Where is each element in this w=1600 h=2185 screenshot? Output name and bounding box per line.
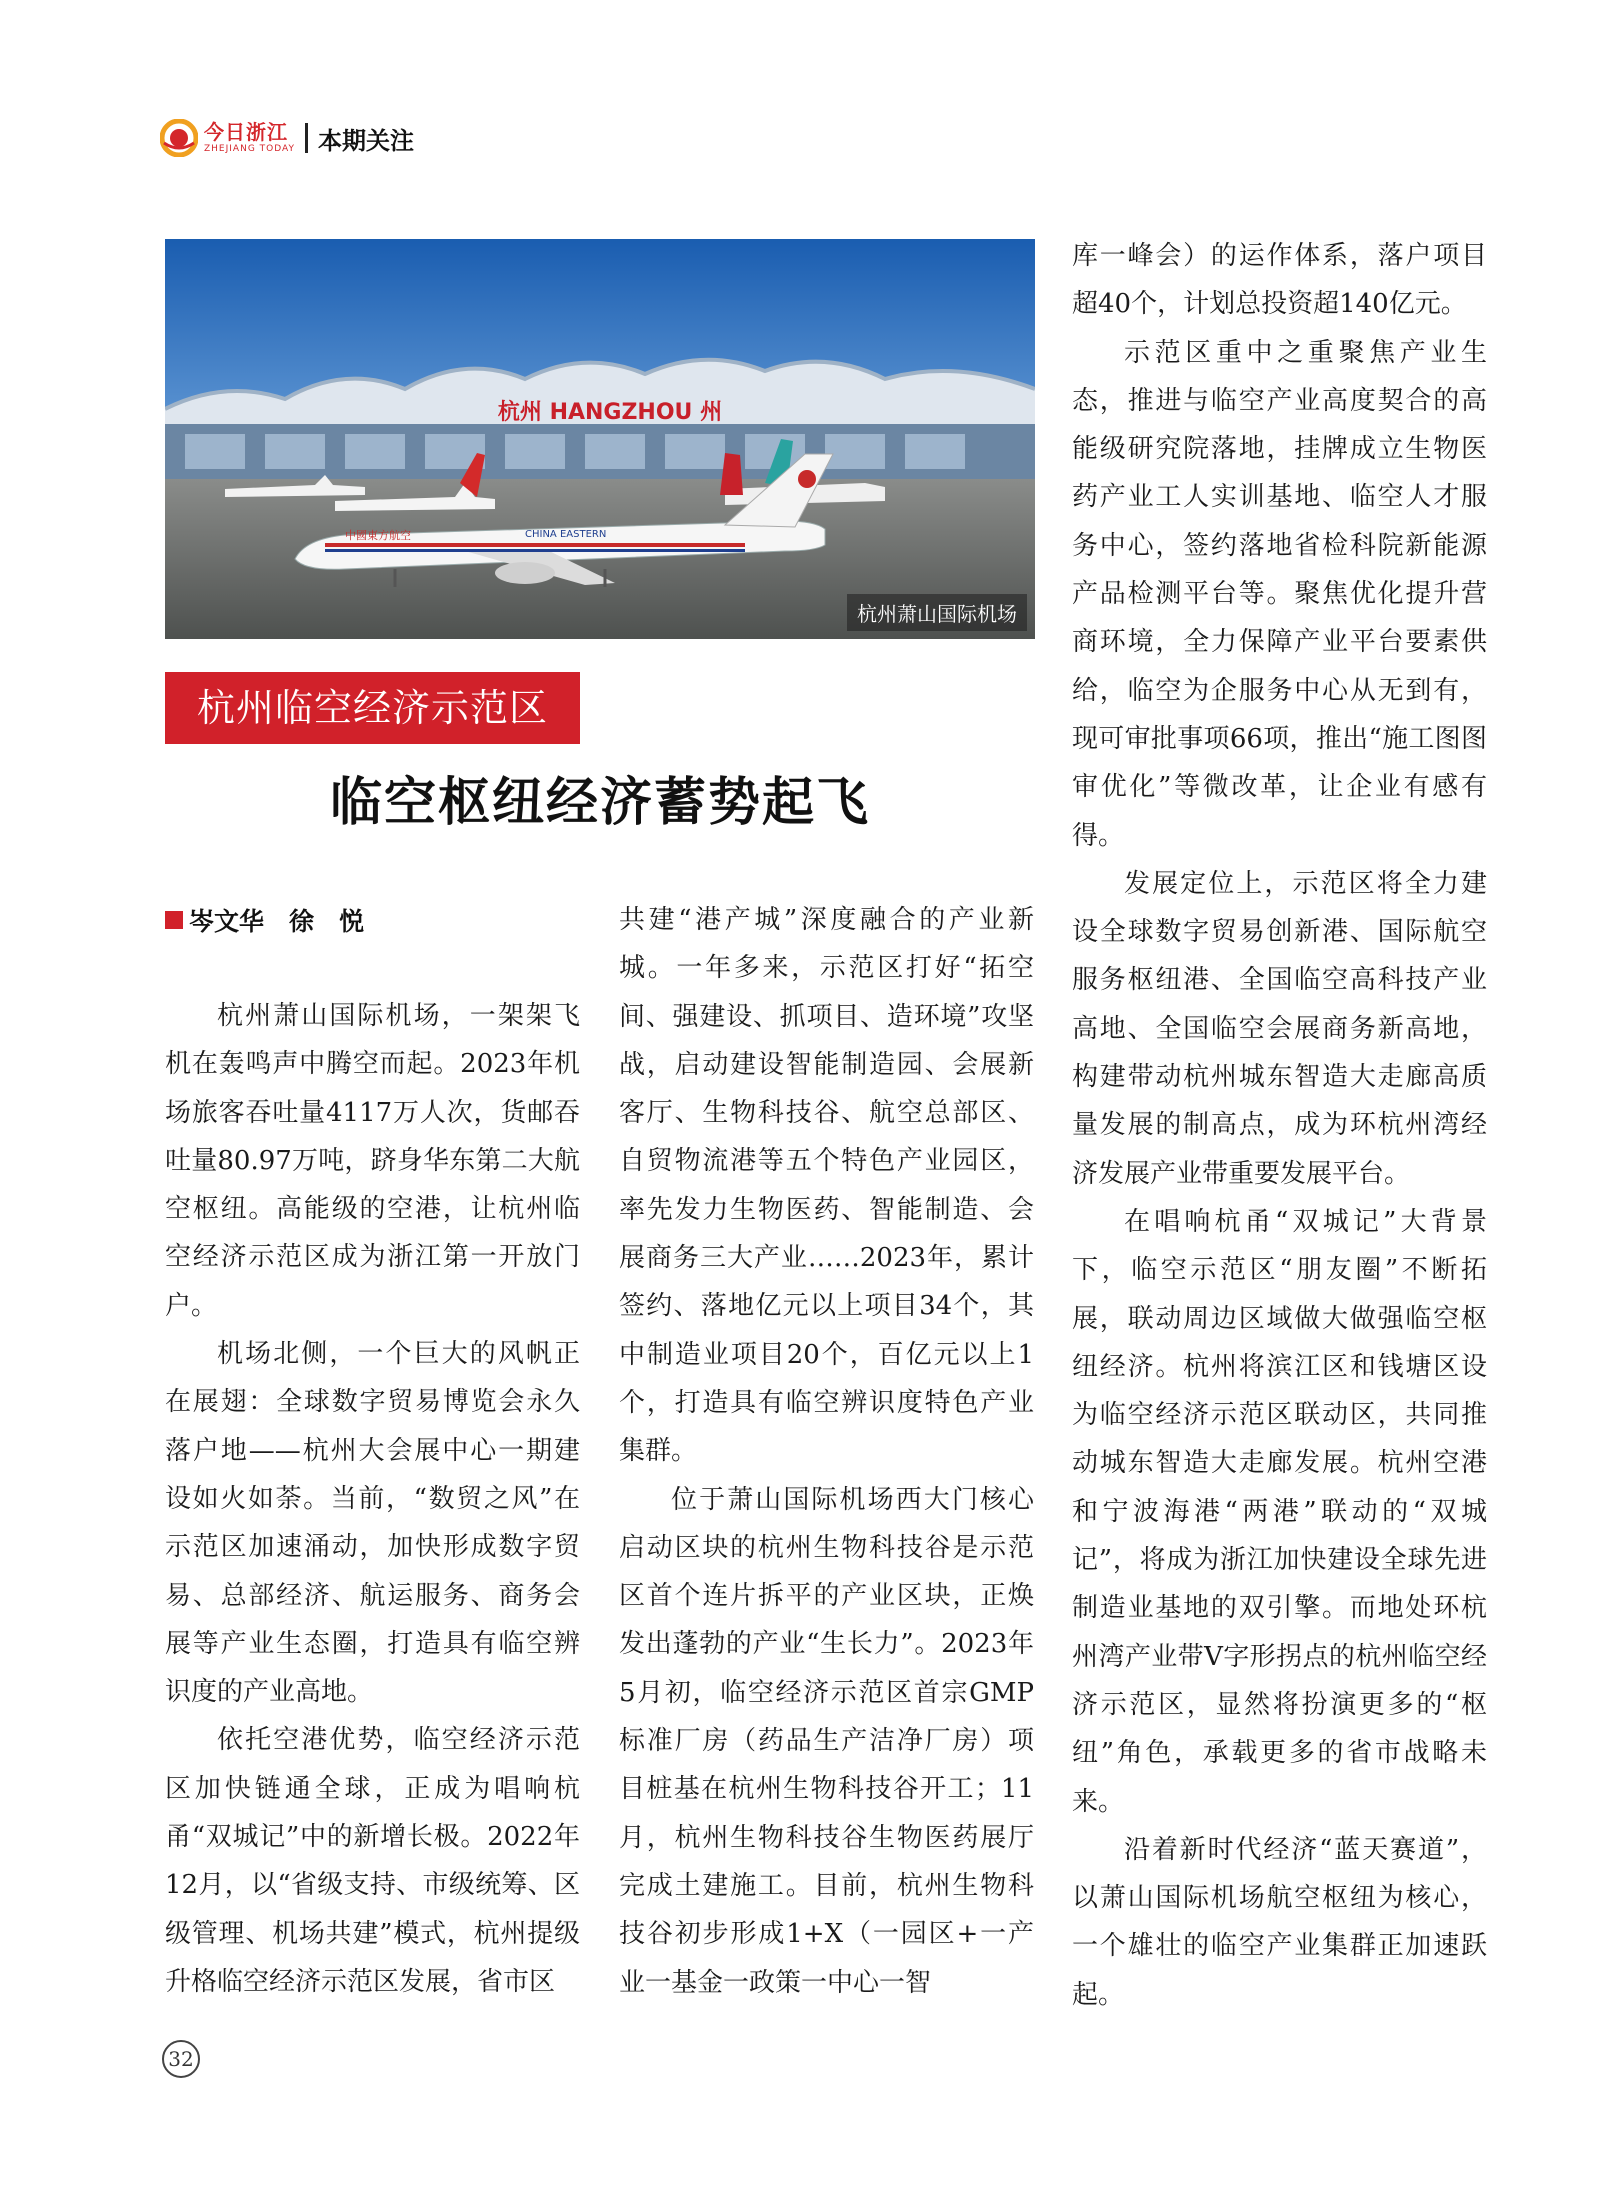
paragraph: 发展定位上，示范区将全力建设全球数字贸易创新港、国际航空服务枢纽港、全国临空高科技产业高地、全国临空会展商务新高地，构建带动杭州城东智造大走廊高质量发展的制高点，成为环杭州湾经济发展产业带重要发展平台。 (1072, 868, 1487, 1189)
magazine-logo-icon (160, 119, 198, 157)
header-divider (305, 123, 308, 153)
paragraph: 杭州萧山国际机场，一架架飞机在轰鸣声中腾空而起。2023年机场旅客吞吐量4117万人次，货邮吞吐量80.97万吨，跻身华东第二大航空枢纽。高能级的空港，让杭州临空经济示范区成为浙江第一开放门户。 (165, 1001, 580, 1321)
section-label: 本期关注 (317, 126, 414, 155)
logo-cn: 今日浙江 (204, 120, 288, 144)
paragraph: 依托空港优势，临空经济示范区加快链通全球，正成为唱响杭甬“双城记”中的新增长极。2022年12月，以“省级支持、市级统筹、区级管理、机场共建”模式，杭州提级升格临空经济示范区发展，省市区 (165, 1725, 580, 1997)
page-number: 32 (162, 2040, 200, 2078)
article-column-2 (619, 896, 1034, 2007)
paragraph: 沿着新时代经济“蓝天赛道”，以萧山国际机场航空枢纽为核心，一个雄壮的临空产业集群正加速跃起。 (1072, 1834, 1487, 2010)
paragraph: 位于萧山国际机场西大门核心启动区块的杭州生物科技谷是示范区首个连片拆平的产业区块，正焕发出蓬勃的产业“生长力”。2023年5月初，临空经济示范区首宗GMP标准厂房（药品生产洁净厂房）项目桩基在杭州生物科技谷开工；11月，杭州生物科技谷生物医药展厅完成土建施工。目前，杭州生物科技谷初步形成1+X（一园区+一产业一基金一政策一中心一智 (619, 1484, 1034, 1998)
logo-wordmark (204, 122, 295, 154)
logo-en: ZHEJIANG TODAY (204, 144, 295, 154)
terminal-sign: 杭州 HANGZHOU 州 (497, 400, 723, 425)
article-authors (165, 902, 364, 938)
airport-photo (165, 239, 1035, 639)
article-column-1 (165, 992, 580, 2006)
paragraph-continued: 共建“港产城”深度融合的产业新城。一年多来，示范区打好“拓空间、强建设、抓项目、造环境”攻坚战，启动建设智能制造园、会展新客厅、生物科技谷、航空总部区、自贸物流港等五个特色产业园区，率先发力生物医药、智能制造、会展商务三大产业……2023年，累计签约、落地亿元以上项目34个，其中制造业项目20个，百亿元以上1个，打造具有临空辨识度特色产业集群。 (619, 905, 1034, 1467)
article-column-3 (1072, 232, 1487, 2019)
paragraph: 机场北侧，一个巨大的风帆正在展翅：全球数字贸易博览会永久落户地——杭州大会展中心一期建设如火如荼。当前，“数贸之风”在示范区加速涌动，加快形成数字贸易、总部经济、航运服务、商务会展等产业生态圈，打造具有临空辨识度的产业高地。 (165, 1339, 580, 1708)
paragraph-continued: 库一峰会）的运作体系，落户项目超40个，计划总投资超140亿元。 (1072, 241, 1487, 320)
author-names: 岑文华 徐 悦 (189, 907, 365, 936)
paragraph: 示范区重中之重聚焦产业生态，推进与临空产业高度契合的高能级研究院落地，挂牌成立生物医药产业工人实训基地、临空人才服务中心，签约落地省检科院新能源产品检测平台等。聚焦优化提升营商环境，全力保障产业平台要素供给，临空为企服务中心从无到有，现可审批事项66项，推出“施工图图审优化”等微改革，让企业有感有得。 (1072, 337, 1487, 851)
author-marker-icon (165, 911, 183, 929)
topic-label-bar: 杭州临空经济示范区 (165, 672, 580, 744)
plane-livery-text: 中國東方航空 (345, 529, 411, 542)
photo-caption: 杭州萧山国际机场 (847, 594, 1027, 631)
plane-livery-text-en: CHINA EASTERN (525, 529, 607, 540)
paragraph: 在唱响杭甬“双城记”大背景下，临空示范区“朋友圈”不断拓展，联动周边区域做大做强临空枢纽经济。杭州将滨江区和钱塘区设为临空经济示范区联动区，共同推动城东智造大走廊发展。杭州空港和宁波海港“两港”联动的“双城记”，将成为浙江加快建设全球先进制造业基地的双引擎。而地处环杭州湾产业带V字形拐点的杭州临空经济示范区，显然将扮演更多的“枢纽”角色，承载更多的省市战略未来。 (1072, 1206, 1487, 1817)
page-header (160, 116, 414, 160)
article-title: 临空枢纽经济蓄势起飞 (329, 772, 870, 833)
